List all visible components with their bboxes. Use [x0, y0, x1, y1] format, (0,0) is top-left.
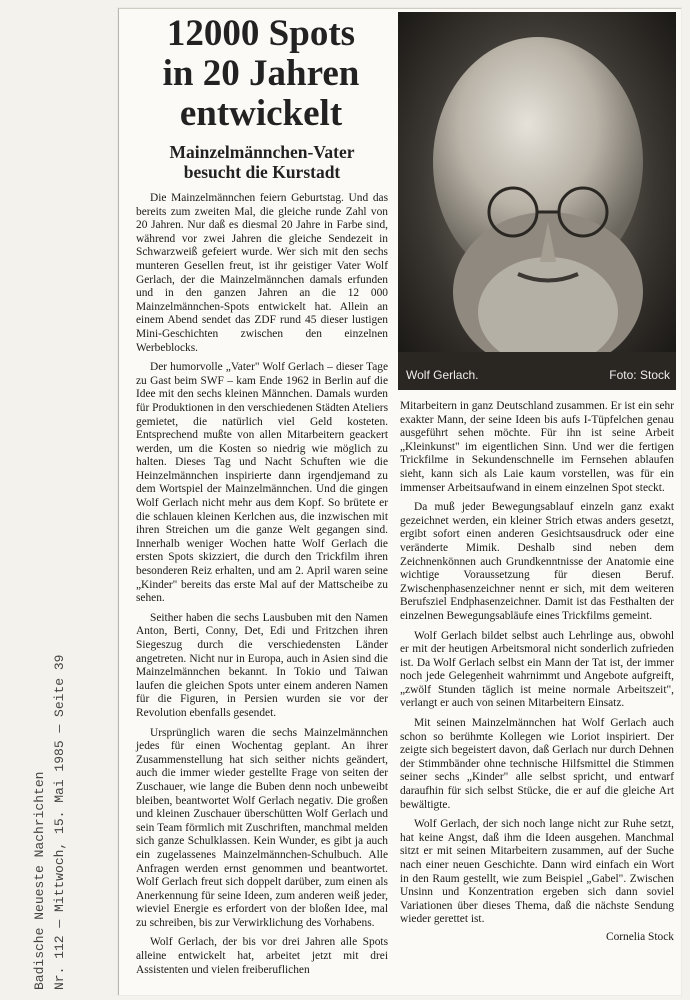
paragraph: Die Mainzelmännchen feiern Geburtstag. Und das bereits zum zweiten Mal, die gleiche runde Zahl von 20 Jahren. Nur daß es diesmal 20 Jahre in Farbe sind, während vor zwei Jahren die gleiche Sendezeit in Schwarzweiß gefeiert wurde. Wer sich mit den sechs munteren Gesellen freut, ist ihr geistiger Vater Wolf Gerlach, der die Mainzelmännchen damals erfunden und in den ganzen Jahren an die 12 000 Mainzelmännchen-Spots entwickelt hat. Allein an einem Abend sendet das ZDF rund 45 dieser lustigen Mini-Geschichten zwischen den einzelnen Werbeblocks. — [136, 192, 388, 354]
paragraph: Mitarbeitern in ganz Deutschland zusammen. Er ist ein sehr exakter Mann, der seine Ideen bis aufs I-Tüpfelchen genau ausgeführt sehen möchte. Für ihn ist seine Arbeit „Kleinkunst" im eigentlichen Sinn. Und wer die fertigen Trickfilme in Sekundenschnelle im Fernsehen ablaufen sieht, kann sich als Laie kaum vorstellen, was für ein immenser Arbeitsaufwand in einem einzelnen Spot steckt. — [400, 400, 674, 494]
subheadline-line: besucht die Kurstadt — [183, 162, 341, 182]
headline-line: 12000 Spots — [166, 13, 356, 54]
issue-info: Nr. 112 — Mittwoch, 15. Mai 1985 — Seite 39 — [52, 654, 67, 990]
portrait-illustration — [398, 12, 676, 390]
paragraph: Wolf Gerlach, der sich noch lange nicht zur Ruhe setzt, hat keine Angst, daß ihm die Ideen ausgehen. Manchmal sitzt er mit seinen Mitarbeitern zusammen, auf der Suche nach einer neuen Geschichte. Dann wird einfach ein Wort in den Raum gestellt, wie zum Beispiel „Gabel". Zwischen Unsinn und Konzentration ergeben sich dann soviel Variationen über dieses Thema, daß die nächste Sendung wieder gerettet ist. — [400, 818, 674, 926]
newspaper-name: Badische Neueste Nachrichten — [32, 771, 47, 990]
headline — [136, 14, 386, 134]
paragraph: Wolf Gerlach, der bis vor drei Jahren alle Spots alleine entwickelt hat, arbeitet jetzt mit drei Assistenten und vielen freiberuflichen — [136, 936, 388, 976]
newspaper-source — [30, 520, 72, 990]
article-column-2 — [400, 400, 674, 945]
paragraph: Seither haben die sechs Lausbuben mit den Namen Anton, Berti, Conny, Det, Edi und Fritzchen ihren Siegeszug durch die verschiedensten Länder angetreten. Nicht nur in Europa, auch in Asien sind die Mainzelmännchen bekannt. In Tokio und Taiwan laufen die gleichen Spots unter einem anderen Namen für die Figuren, in Persien wurden sie vor der Revolution ebenfalls gesendet. — [136, 611, 388, 719]
paragraph: Da muß jeder Bewegungsablauf einzeln ganz exakt gezeichnet werden, ein kleiner Strich etwas anders gesetzt, ergibt sofort einen anderen Gesichtsausdruck oder eine veränderte Mimik. Deshalb sind neben dem Zeichnenkönnen auch Grundkenntnisse der Anatomie eine wichtige Voraussetzung für diesen Beruf. Zwischenphasenzeichner nennt er sich, mit dem weiteren Berufsziel Endphasenzeichner. Damit ist das Festhalten der einzelnen Bewegungsabläufe eines Trickfilms gemeint. — [400, 501, 674, 622]
paragraph: Wolf Gerlach bildet selbst auch Lehrlinge aus, obwohl er mit der heutigen Arbeitsmoral nicht sonderlich zufrieden ist. Da Wolf Gerlach selbst ein Mann der Tat ist, der immer noch jede Gelegenheit wahrnimmt und Angebote aufgreift, „zwölf Stunden täglich ist meine normale Arbeitszeit", verlangt er auch von seinen Mitarbeitern Einsatz. — [400, 629, 674, 710]
caption-credit: Foto: Stock — [609, 368, 670, 382]
paragraph: Der humorvolle „Vater" Wolf Gerlach – dieser Tage zu Gast beim SWF – kam Ende 1962 in Berlin auf die Idee mit den sechs kleinen Männchen. Damals wurden für Produktionen in den verschiedenen Städten Ateliers gemietet, die natürlich viel Geld kosteten. Entsprechend mußte von allen Mitarbeitern geackert werden, um die Kosten so niedrig wie möglich zu halten. Dieses Tag und Nacht Schuften wie die Heinzelmännchen inspirierte dann irgendjemand zu dem Wortspiel der Mainzelmännchen. Und die gingen Wolf Gerlach nicht mehr aus dem Kopf. So brütete er die schlauen kleinen Kerlchen aus, die inzwischen mit ihren Streichen um die ganze Welt gegangen sind. Innerhalb weniger Wochen hatte Wolf Gerlach die ersten Spots skizziert, die durch den Trickfilm ihren besonderen Reiz erhalten, und am 2. April waren seine „Kinder" bereits das erste Mal auf der Mattscheibe zu sehen. — [136, 361, 388, 605]
caption-name: Wolf Gerlach. — [406, 368, 479, 382]
paragraph: Ursprünglich waren die sechs Mainzelmännchen jedes für einen Wochentag geplant. An ihrer Zusammenstellung hat sich seither nichts geändert, auch die immer wieder gestellte Frage von seiten der Zuschauer, wie lange die Buben denn noch unbeweibt bleiben, beantwortet Wolf Gerlach negativ. Die großen und kleinen Zuschauer überschütten Wolf Gerlach und sein Team förmlich mit Zuschriften, manchmal melden sich ganze Schulklassen. Kein Wunder, es gibt ja auch ein zugelassenes Mainzelmännchen-Schulbuch. Alle Anfragen werden ernst genommen und beantwortet. Wolf Gerlach freut sich doppelt darüber, zum einen als Anerkennung für seine Ideen, zum anderen weiß jeder, wieviel Energie es erfordert von der bloßen Idee, mal zu schreiben, bis zur Verwirklichung des Vorhabens. — [136, 726, 388, 929]
author-byline: Cornelia Stock — [605, 930, 674, 943]
subheadline — [136, 142, 388, 182]
portrait-photo — [398, 12, 676, 390]
headline-line: entwickelt — [179, 93, 343, 134]
paragraph: Mit seinen Mainzelmännchen hat Wolf Gerlach auch schon so berühmte Kollegen wie Loriot inspiriert. Der zeigte sich begeistert davon, daß Gerlach nur durch Dehnen der Stimmbänder ohne technische Hilfsmittel die Stimmen seiner sechs „Kinder" alle selbst spricht, und entwarf daraufhin für sich selbst Stücke, die er auf die gleiche Art bewältigte. — [400, 717, 674, 811]
article-column-1 — [136, 192, 388, 983]
photo-caption — [404, 368, 674, 386]
headline-line: in 20 Jahren — [162, 53, 360, 94]
subheadline-line: Mainzelmännchen-Vater — [169, 142, 355, 162]
